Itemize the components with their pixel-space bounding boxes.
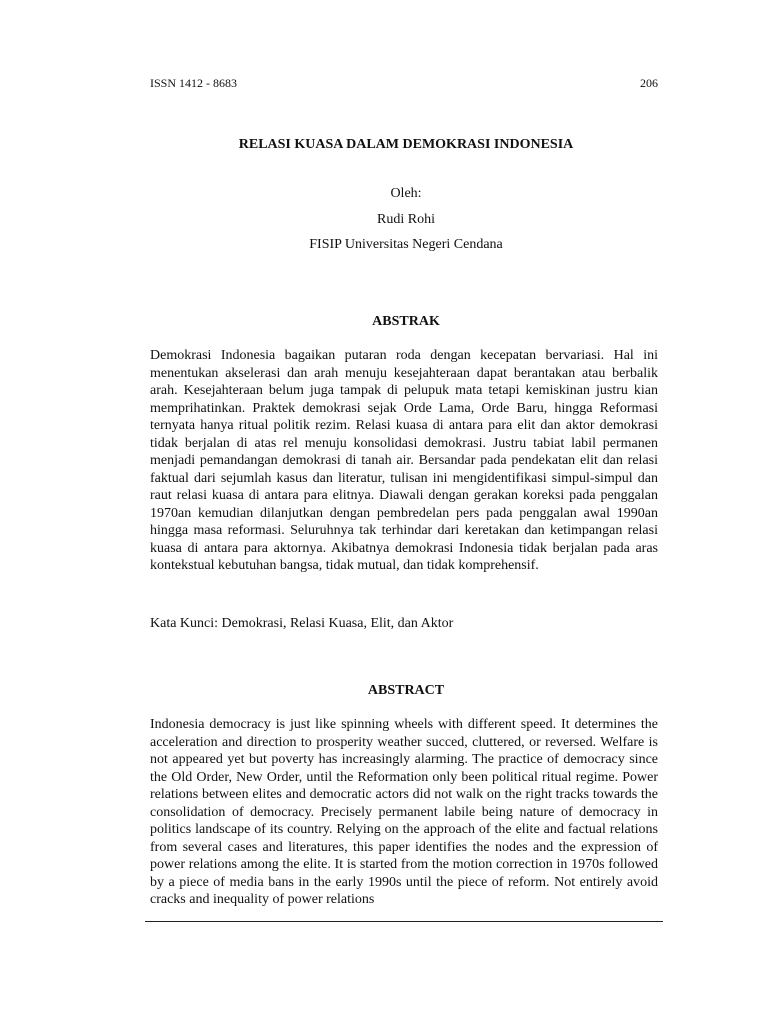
abstract-paragraph: Indonesia democracy is just like spinning wheels with different speed. It determines the acceleration and direction to prosperity weather succed, cluttered, or reversed. Welfare is not appeared yet but poverty has increasingly alarming. The practice of democracy since the Old Order, New Order, until the Reformation only been political ritual regime. Power relations between elites and democratic actors did not walk on the right tracks towards the consolidation of democracy. Precisely permanent labile being nature of democracy in politics landscape of its country. Relying on the approach of the elite and factual relations from several cases and literatures, this paper identifies the nodes and the expression of power relations among the elite. It is started from the motion correction in 1970s followed by a piece of media bans in the early 1990s until the piece of reform. Not entirely avoid cracks and inequality of power relations [150, 717, 658, 907]
abstract-heading: ABSTRACT [367, 683, 445, 698]
running-header [150, 76, 658, 91]
article-title: RELASI KUASA DALAM DEMOKRASI INDONESIA [238, 137, 574, 152]
abstrak-paragraph: Demokrasi Indonesia bagaikan putaran roda dengan kecepatan bervariasi. Hal ini menentukan akselerasi dan arah menuju kesejahteraan dapat berantakan atau berbalik arah. Kesejahteraan belum juga tampak di pelupuk mata tetapi kemiskinan justru kian memprihatinkan. Praktek demokrasi sejak Orde Lama, Orde Baru, hingga Reformasi ternyata hanya ritual politik rezim. Relasi kuasa di antara para elit dan aktor demokrasi tidak berjalan di atas rel menuju konsolidasi demokrasi. Justru tabiat labil permanen menjadi pemandangan demokrasi di tanah air. Bersandar pada pendekatan elit dan relasi faktual dari sejumlah kasus dan literatur, tulisan ini mengidentifikasi simpul-simpul dan raut relasi kuasa di antara para elitnya. Diawali dengan gerakan koreksi pada penggalan 1970an kemudian dilanjutkan dengan pembredelan pers pada penggalan awal 1990an hingga masa reformasi. Seluruhnya tak terhindar dari keretakan dan ketimpangan relasi kuasa di antara para aktornya. Akibatnya demokrasi Indonesia tidak berjalan pada aras kontekstual kebutuhan bangsa, tidak mutual, dan tidak komprehensif. [150, 348, 658, 573]
page-number: 206 [640, 76, 658, 90]
page-bottom-rule [145, 921, 663, 922]
keywords-line: Kata Kunci: Demokrasi, Relasi Kuasa, Elit, dan Aktor [150, 616, 454, 631]
issn-label: ISSN 1412 - 8683 [150, 76, 238, 90]
author-name: Rudi Rohi [377, 212, 435, 227]
byline-label: Oleh: [390, 186, 422, 201]
author-affiliation: FISIP Universitas Negeri Cendana [309, 237, 503, 252]
abstrak-heading: ABSTRAK [372, 314, 440, 329]
